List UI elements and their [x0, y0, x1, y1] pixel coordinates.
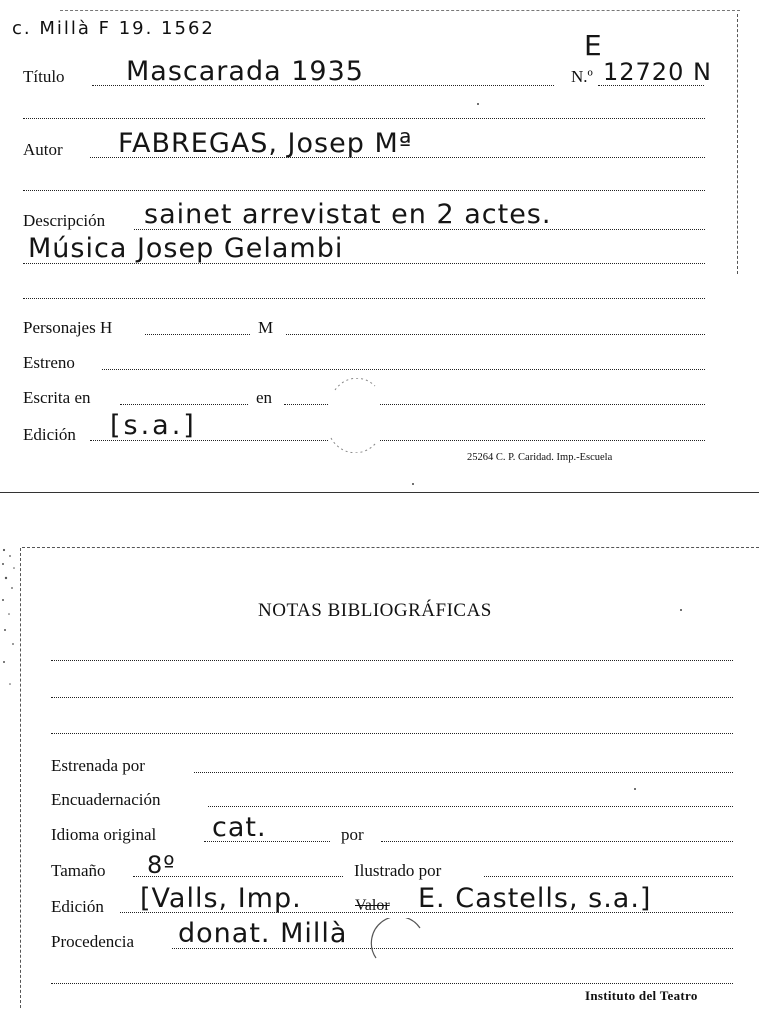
notes-line-2: [51, 697, 733, 698]
torn-corner-noise: [0, 544, 22, 704]
institution-footer: Instituto del Teatro: [585, 988, 698, 1003]
blank-line-2: [23, 190, 705, 191]
card-bottom-edge: [0, 492, 759, 493]
card-right-edge: [737, 14, 738, 274]
card2-top-edge: [22, 547, 759, 548]
notes-line-1: [51, 660, 733, 661]
descripcion-value-2: Música Josep Gelambi: [28, 233, 344, 264]
escrita-en-line: [284, 404, 328, 405]
personajes-label: Personajes H: [23, 318, 113, 337]
edicion-line-right: [380, 440, 705, 441]
estreno-label: Estreno: [23, 353, 75, 372]
encuadernacion-label: Encuadernación: [51, 790, 161, 809]
personajes-m-line: [286, 334, 705, 335]
edicion-label: Edición: [23, 425, 76, 444]
escrita-en-line-right: [380, 404, 705, 405]
descripcion-label: Descripción: [23, 211, 106, 230]
procedencia-value: donat. Millà: [178, 918, 348, 949]
corner-note: c. Millà F 19. 1562: [12, 18, 215, 39]
edicion2-value-part1: [Valls, Imp.: [140, 883, 302, 914]
idioma-label: Idioma original: [51, 825, 157, 844]
notes-line-last: [51, 983, 733, 984]
punch-hole-mark: [325, 378, 385, 453]
estreno-line: [102, 369, 705, 370]
titulo-value: Mascarada 1935: [126, 56, 364, 87]
speck: [634, 788, 636, 790]
speck: [412, 483, 414, 485]
numero-label: N.º: [571, 67, 593, 86]
estrenada-line: [194, 772, 733, 773]
speck: [477, 103, 479, 105]
speck: [680, 609, 682, 611]
punch-hole-mark-2: [368, 918, 428, 968]
tamano-label: Tamaño: [51, 861, 106, 880]
descripcion-value-1: sainet arrevistat en 2 actes.: [144, 199, 552, 230]
tamano-value: 8º: [147, 851, 176, 879]
escrita-label: Escrita en: [23, 388, 91, 407]
escrita-line: [120, 404, 248, 405]
traductor-por-label: por: [341, 825, 364, 844]
autor-value: FABREGAS, Josep Mª: [118, 128, 413, 159]
card-top-edge: [60, 10, 740, 11]
notes-title: NOTAS BIBLIOGRÁFICAS: [258, 600, 492, 621]
blank-line-1: [23, 118, 705, 119]
personajes-m-label: M: [258, 318, 274, 337]
mark-letter: E: [584, 29, 603, 62]
ilustrado-label: Ilustrado por: [354, 861, 442, 880]
printer-imprint: 25264 C. P. Caridad. Imp.-Escuela: [467, 452, 613, 463]
escrita-en-label: en: [256, 388, 273, 407]
estrenada-label: Estrenada por: [51, 756, 145, 775]
procedencia-label: Procedencia: [51, 932, 135, 951]
notes-line-3: [51, 733, 733, 734]
ilustrado-line: [484, 876, 733, 877]
encuadernacion-line: [208, 806, 733, 807]
personajes-h-line: [145, 334, 250, 335]
blank-line-3: [23, 298, 705, 299]
edicion2-label: Edición: [51, 897, 104, 916]
numero-value: 12720 N: [603, 58, 712, 86]
edicion2-value-part2: E. Castells, s.a.]: [418, 883, 652, 914]
edicion2-struck-word: Valor: [355, 897, 390, 914]
traductor-line: [381, 841, 733, 842]
titulo-label: Título: [23, 67, 65, 86]
edicion-value: [s.a.]: [110, 410, 197, 441]
idioma-value: cat.: [212, 812, 267, 843]
autor-label: Autor: [23, 140, 63, 159]
